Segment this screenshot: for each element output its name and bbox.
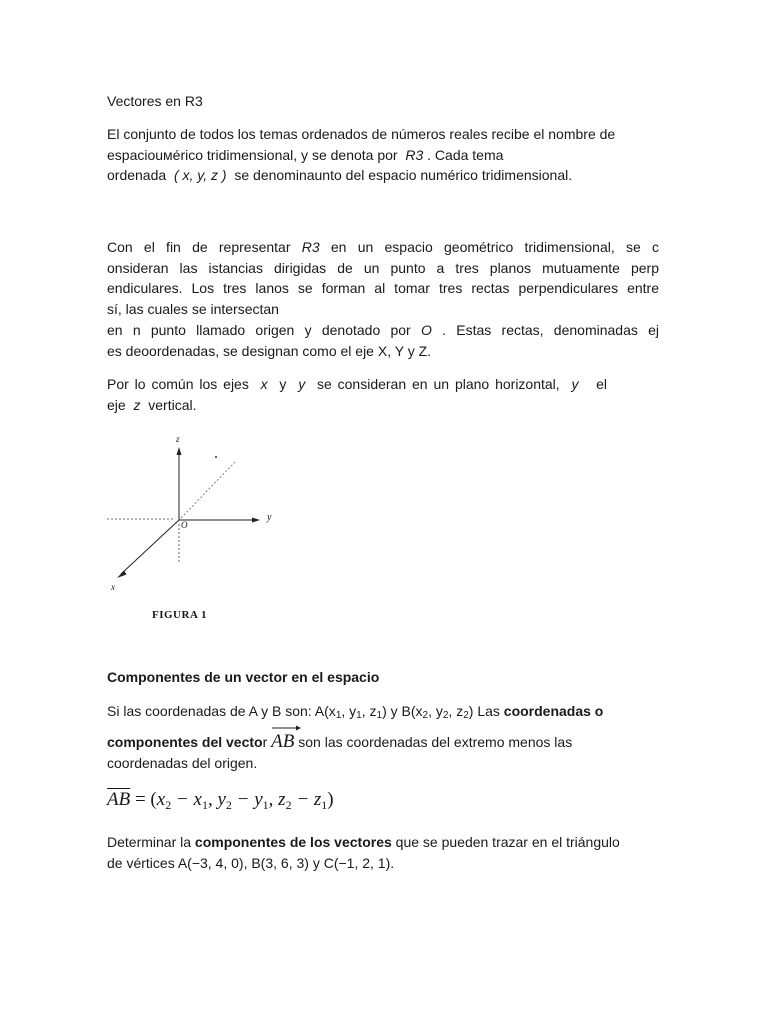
dot-mark <box>215 456 217 458</box>
page-title: Vectores en R3 <box>107 93 203 109</box>
y-axis-label: y <box>267 512 272 523</box>
section2-line-1: Si las coordenadas de A y B son: $A(x_1$, $y_1$, $z_1$) y $B(x_2$, $y_2$, $z_2$) Las coordenadas o <box>107 703 604 721</box>
section2-line-2: componentes del vector AB son las coordenadas del extremo menos las <box>107 730 572 754</box>
p2-line-2: onsideran las istancias dirigidas de un punto a tres planos mutuamente perp <box>107 260 659 276</box>
task-line-1: Determinar la componentes de los vectores que se pueden trazar en el triángulo <box>107 834 620 850</box>
section-heading: Componentes de un vector en el espacio <box>107 669 380 685</box>
x-axis-negative <box>181 462 235 518</box>
p2-line-6: es deoordenadas, se designan como el eje X, Y y Z. <box>107 343 432 359</box>
x-axis <box>121 520 179 574</box>
intro-line-3: ordenada ( x, y, z ) se denominaunto del espacio numérico tridimensional. <box>107 167 573 183</box>
z-axis-arrowhead <box>177 447 182 455</box>
p3-line-1: Por lo común los ejes x y y se consideran en un plano horizontal, y el <box>107 376 608 392</box>
p3-line-2: eje z vertical. <box>107 397 197 413</box>
p2-line-3: endiculares. Los tres lanos se forman al tomar tres rectas perpendiculares entre <box>107 280 659 296</box>
y-axis-arrowhead <box>252 518 260 523</box>
figure-caption: FIGURA 1 <box>152 609 208 621</box>
z-axis-label: z <box>176 434 180 444</box>
vector-arrow-icon <box>271 725 301 731</box>
origin-label: O <box>181 520 188 530</box>
axes-diagram <box>107 432 287 632</box>
ab-formula: $\overline{AB} = (x_2 - x_1$, $y_2 - y_1$, $z_2 - z_1$) <box>107 789 334 812</box>
x-axis-label: x <box>111 582 115 592</box>
section2-line-3: coordenadas del origen. <box>107 755 258 771</box>
p2-line-5: en n punto llamado origen y denotado por O . Estas rectas, denominadas ej <box>107 322 660 338</box>
intro-line-1: El conjunto de todos los temas ordenados de números reales recibe el nombre de <box>107 126 616 142</box>
vector-ab-symbol: AB <box>271 730 294 754</box>
p2-line-4: sí, las cuales se intersectan <box>107 301 279 317</box>
intro-line-2: espaciouмérico tridimensional, y se denota por R3 . Cada tema <box>107 147 504 163</box>
p2-line-1: Con el fin de representar R3 en un espacio geométrico tridimensional, se c <box>107 239 660 255</box>
x-axis-arrowhead <box>117 571 127 579</box>
figure-3d-axes <box>107 432 287 632</box>
task-line-2: de vértices A(−3, 4, 0), B(3, 6, 3) y C(−1, 2, 1). <box>107 855 395 871</box>
